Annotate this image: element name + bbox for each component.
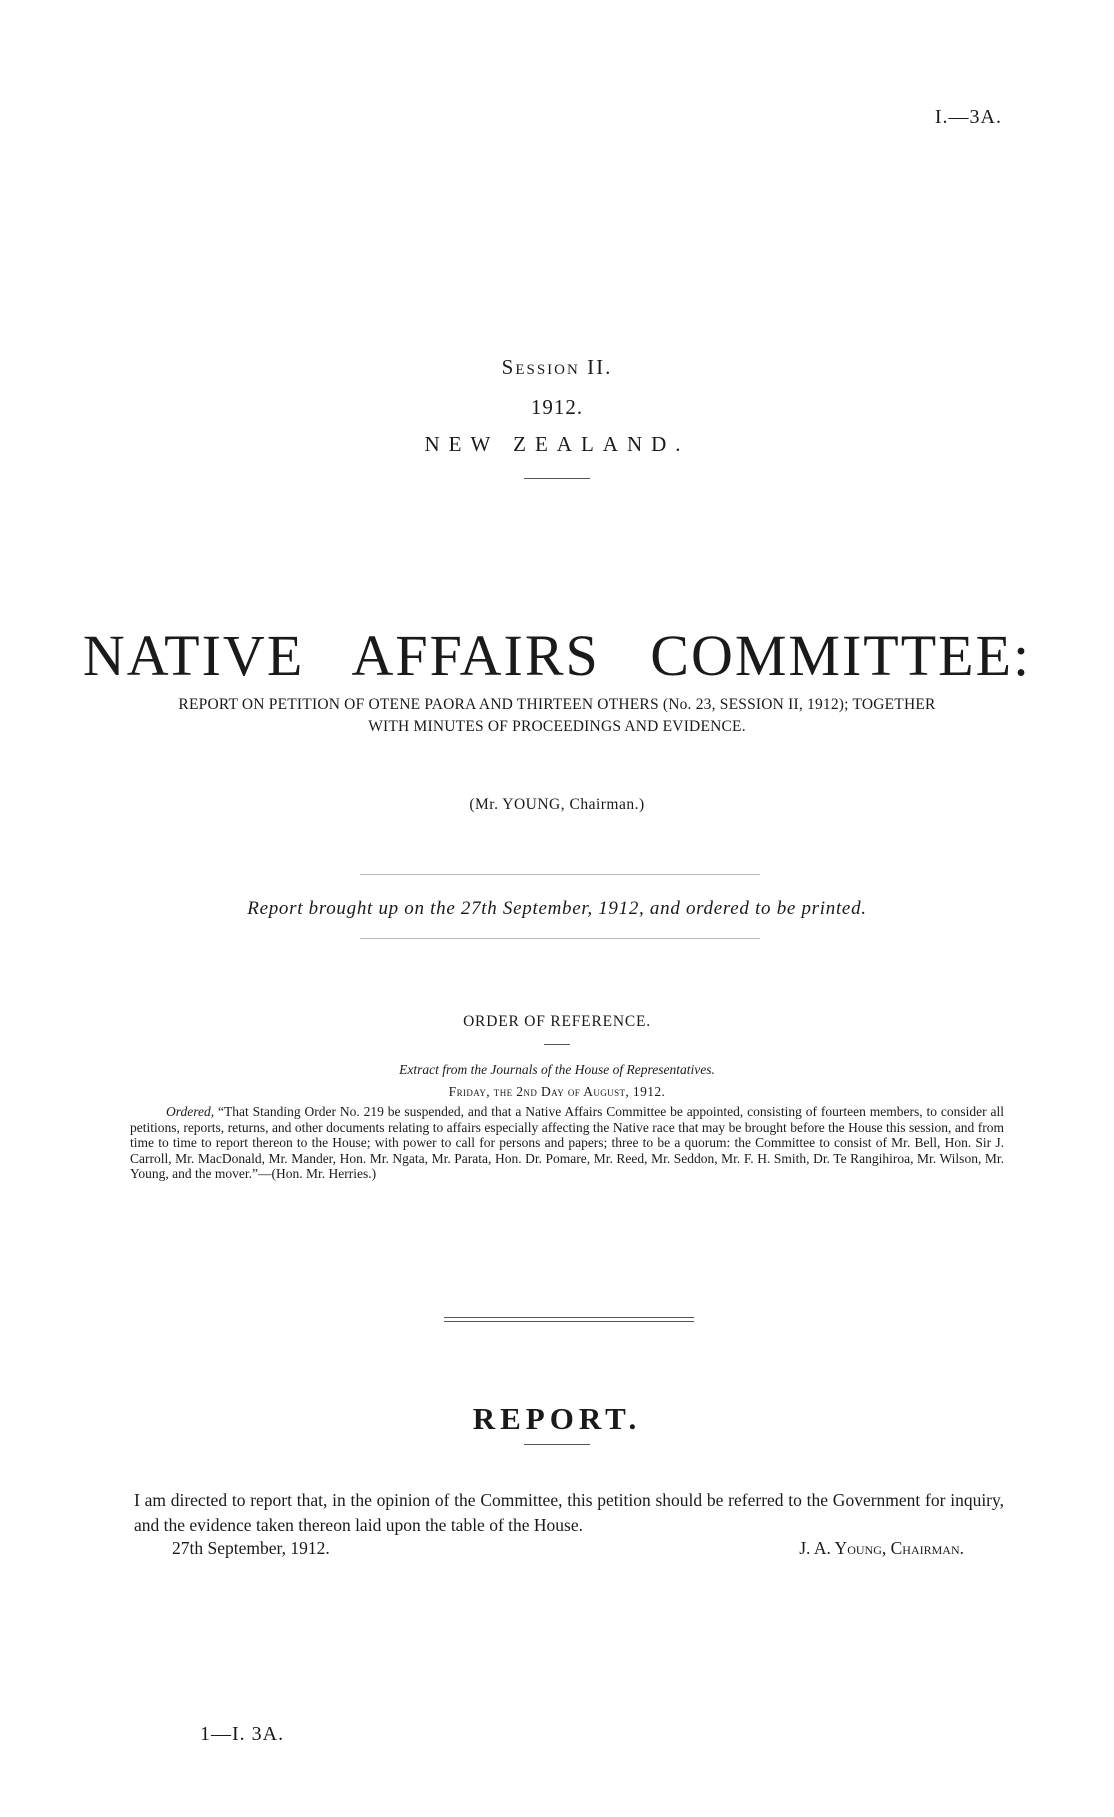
divider-rule	[524, 1444, 590, 1445]
double-divider-rule	[444, 1317, 694, 1325]
divider-rule	[524, 478, 590, 479]
country-label: NEW ZEALAND.	[424, 432, 690, 456]
order-body: “That Standing Order No. 219 be suspended, and that a Native Affairs Committee be appointed, consisting of fourteen members, to consider all petitions, reports, returns, and other documents relating to affairs especially affecting the Native race that may be brought before the House this session, and from time to time to report thereon to the House; with power to call for persons and papers; three to be a quorum: the Committee to consist of Mr. Bell, Hon. Sir J. Carroll, Mr. MacDonald, Mr. Mander, Hon. Mr. Ngata, Mr. Parata, Hon. Dr. Pomare, Mr. Reed, Mr. Seddon, Mr. F. H. Smith, Dr. Te Rangihiroa, Mr. Wilson, Mr. Young, and the mover.”—(Hon. Mr. Herries.)	[130, 1104, 1005, 1182]
order-of-reference-heading: ORDER OF REFERENCE.	[463, 1013, 651, 1030]
chairman-line: (Mr. YOUNG, Chairman.)	[469, 796, 645, 813]
order-date-line: Friday, the 2nd Day of August, 1912.	[448, 1084, 666, 1099]
divider-rule	[360, 938, 760, 939]
order-of-reference-text	[130, 1104, 1004, 1182]
page-reference: I.—3A.	[934, 106, 1002, 128]
brought-up-line: Report brought up on the 27th September, 1912, and ordered to be printed.	[247, 898, 867, 919]
report-heading: REPORT.	[472, 1401, 642, 1436]
year-label: 1912.	[530, 395, 584, 419]
divider-rule	[544, 1044, 570, 1045]
report-signature: J. A. Young, Chairman.	[799, 1538, 964, 1558]
divider-rule	[360, 874, 760, 875]
extract-line: Extract from the Journals of the House of Representatives.	[399, 1062, 715, 1077]
footer-reference: 1—I. 3A.	[200, 1723, 285, 1745]
order-lead: Ordered,	[166, 1104, 215, 1119]
document-title: NATIVE AFFAIRS COMMITTEE:	[82, 623, 1032, 688]
session-label: Session II.	[501, 355, 613, 379]
report-date: 27th September, 1912.	[172, 1538, 330, 1558]
document-subtitle: REPORT ON PETITION OF OTENE PAORA AND THIRTEEN OTHERS (No. 23, SESSION II, 1912); TOGETHER WITH MINUTES OF PROCEEDINGS AND EVIDENCE.	[178, 696, 936, 735]
report-body: I am directed to report that, in the opinion of the Committee, this petition should be referred to the Government for inquiry, and the evidence taken thereon laid upon the table of the House.	[134, 1490, 1004, 1535]
